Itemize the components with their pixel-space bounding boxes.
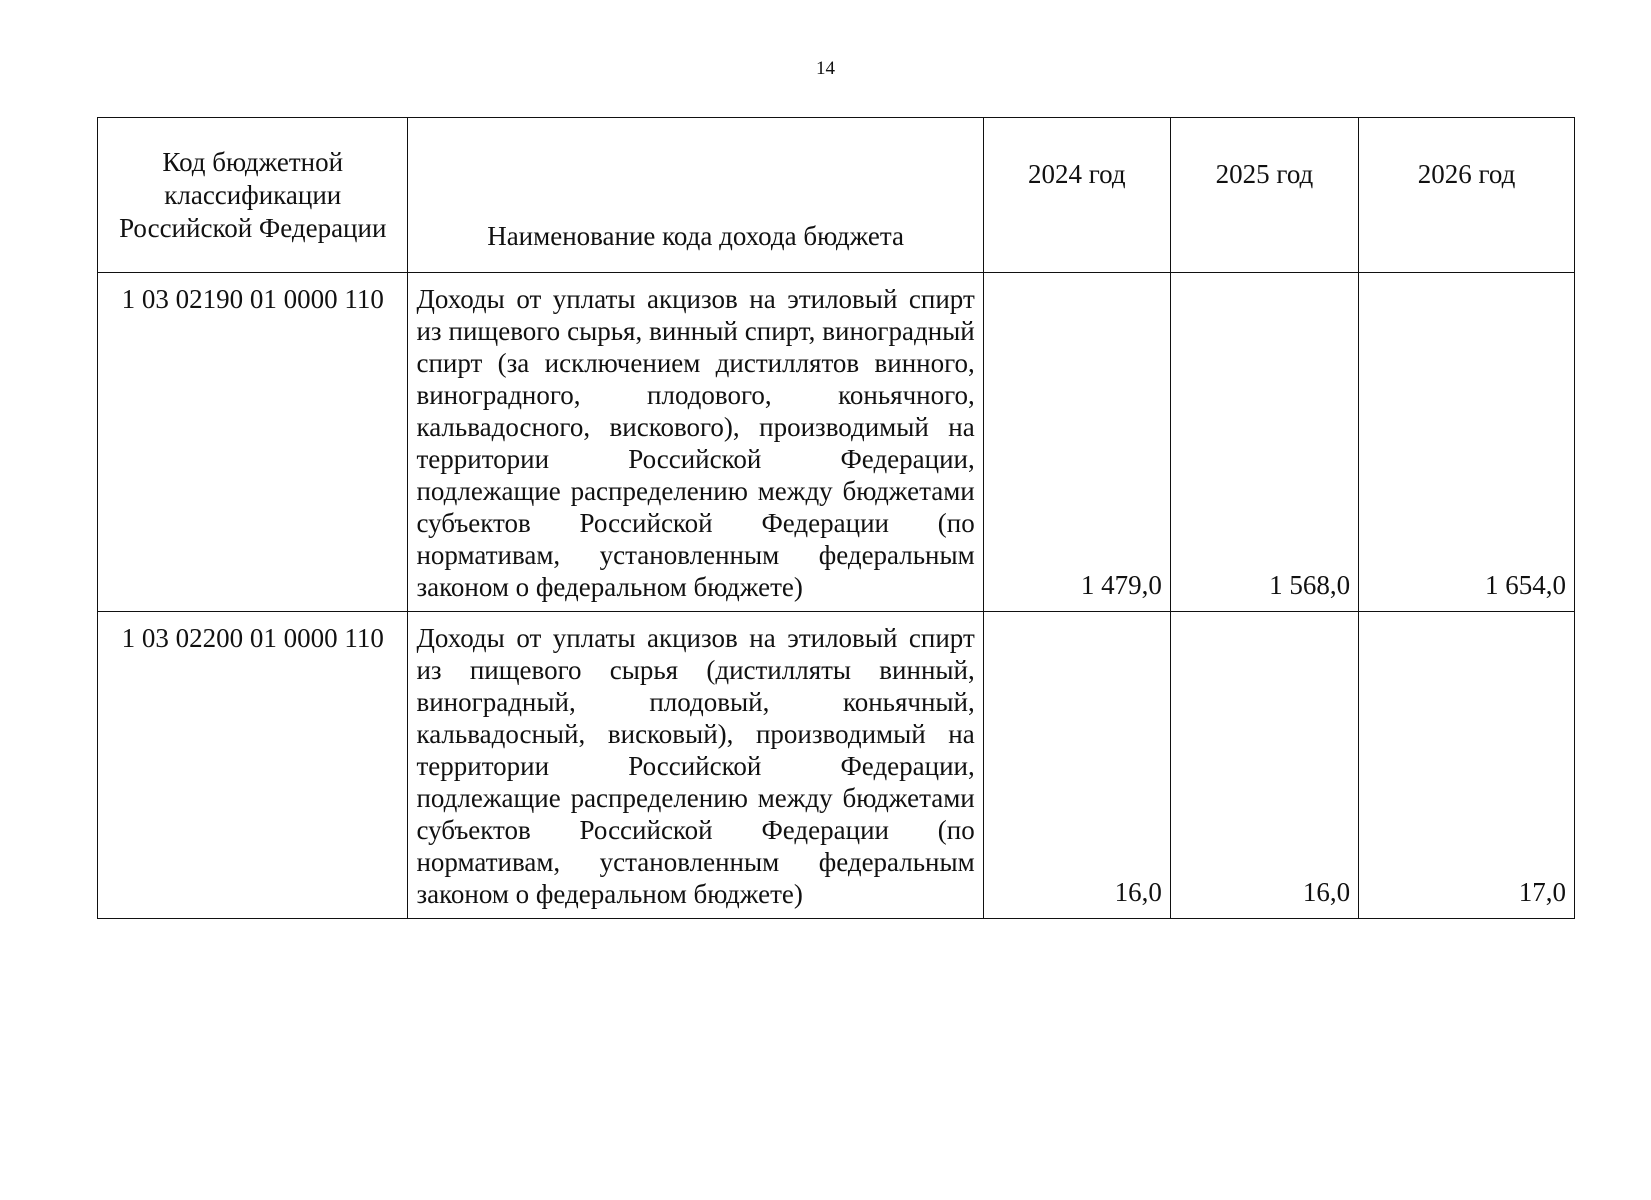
header-year-2025: 2025 год xyxy=(1170,118,1358,273)
header-row xyxy=(98,118,1575,273)
header-income-name: Наименование кода дохода бюджета xyxy=(408,118,983,273)
value-2026-cell: 1 654,0 xyxy=(1359,273,1575,612)
value-2024-cell: 1 479,0 xyxy=(983,273,1170,612)
header-year-2026: 2026 год xyxy=(1359,118,1575,273)
income-name-cell: Доходы от уплаты акцизов на этиловый спирт из пищевого сырья, винный спирт, виноградный спирт (за исключением дистиллятов винного, виноградного, плодового, коньячного, кальвадосного, вискового), производимый на территории Российской Федерации, подлежащие распределению между бюджетами субъектов Российской Федерации (по нормативам, установленным федеральным законом о федеральном бюджете) xyxy=(408,273,983,612)
page-number: 14 xyxy=(816,58,835,79)
budget-code-cell: 1 03 02200 01 0000 110 xyxy=(98,612,408,919)
value-2025-cell: 1 568,0 xyxy=(1170,273,1358,612)
table-body xyxy=(98,273,1575,919)
header-budget-code: Код бюджетной классификации Российской Федерации xyxy=(98,118,408,273)
header-year-2024: 2024 год xyxy=(983,118,1170,273)
value-2024-cell: 16,0 xyxy=(983,612,1170,919)
value-2025-cell: 16,0 xyxy=(1170,612,1358,919)
budget-revenue-table xyxy=(97,117,1575,919)
table-header xyxy=(98,118,1575,273)
budget-code-cell: 1 03 02190 01 0000 110 xyxy=(98,273,408,612)
table-row xyxy=(98,273,1575,612)
income-name-cell: Доходы от уплаты акцизов на этиловый спирт из пищевого сырья (дистилляты винный, виноградный, плодовый, коньячный, кальвадосный, висковый), производимый на территории Российской Федерации, подлежащие распределению между бюджетами субъектов Российской Федерации (по нормативам, установленным федеральным законом о федеральном бюджете) xyxy=(408,612,983,919)
value-2026-cell: 17,0 xyxy=(1359,612,1575,919)
table-row xyxy=(98,612,1575,919)
